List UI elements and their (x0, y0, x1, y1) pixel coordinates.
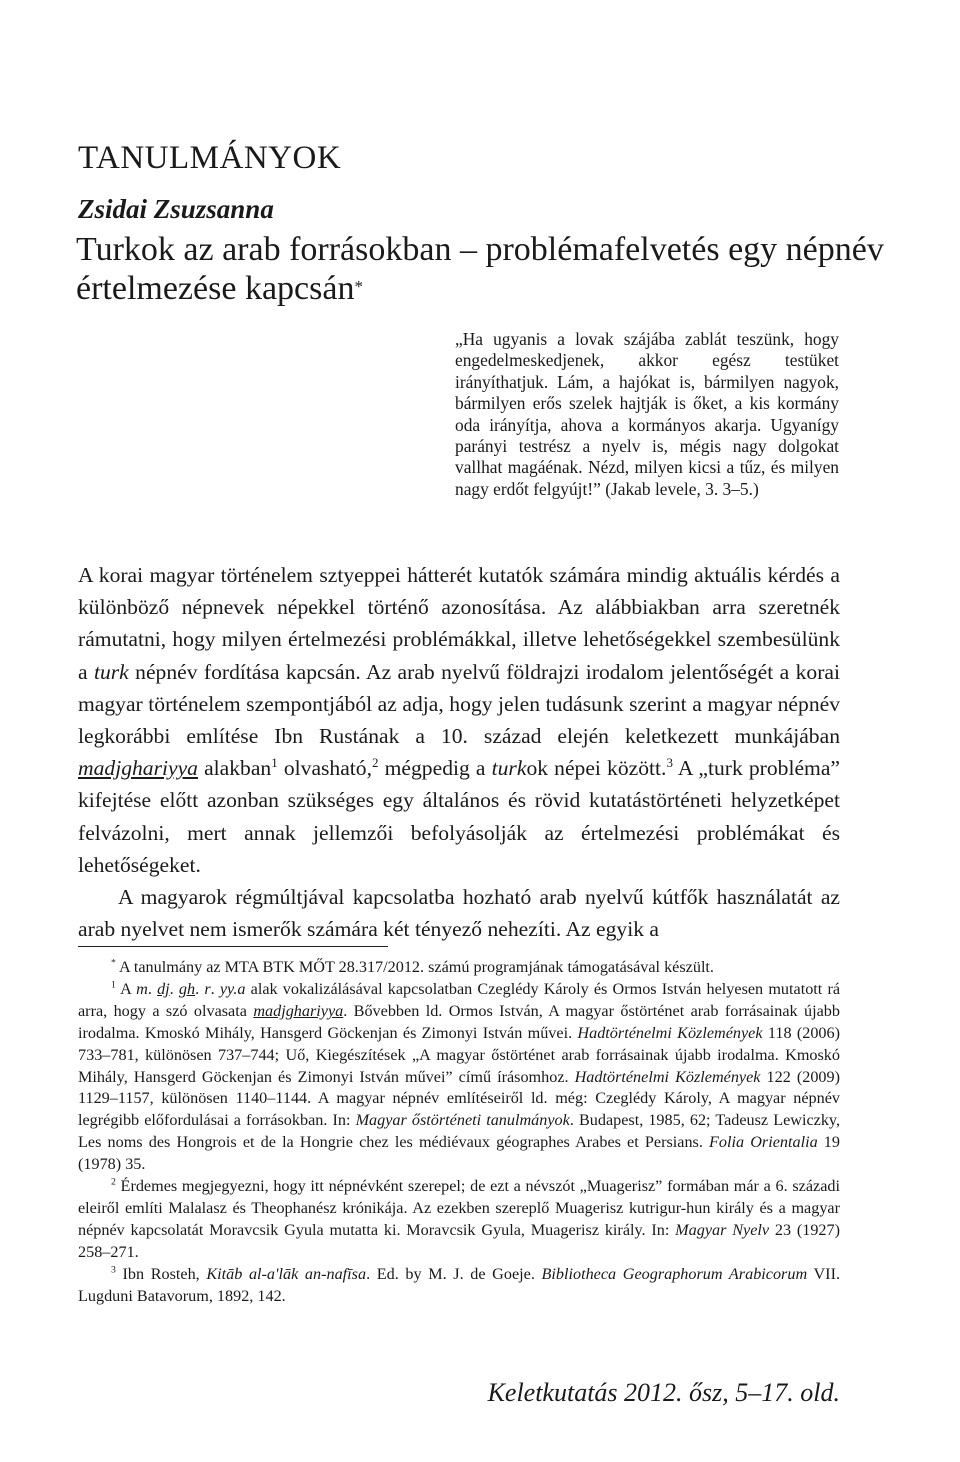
section-label: TANULMÁNYOK (78, 140, 342, 176)
epigraph-source: (Jakab levele, 3. 3–5.) (605, 478, 759, 499)
italic-letter: r (204, 979, 211, 998)
footnote-text: Érdemes megjegyezni, hogy itt népnévként szerepel; de ezt a névszót „Muagerisz” formában már a 6. századi eleiről említi Malalasz és Theophanész krónikája. Az ezekben szereplő Muagerisz kutrigur-hun király és a magyar népnév kapcsolatát Moravcsik Gyula mutatta ki. Moravcsik Gyula, Muagerisz király. In: (78, 1177, 840, 1239)
footnote-mark: 3 (111, 1264, 116, 1276)
footnote-mark: 1 (111, 979, 116, 991)
footnote-text: alak vokalizálásával kapcsolatban Czeglédy Károly és Ormos István helyesen mutatott rá arra, hogy a szó olvasata (78, 979, 841, 1020)
title-footnote-mark[interactable]: * (354, 277, 363, 296)
footnote-ref-3[interactable]: 3 (666, 755, 673, 771)
footnote-text: 118 (2006) 733–781, különösen 737–744; Uő, Kiegészítések „A magyar őstörténet arab forrásainak újabb irodalma. Kmoskó Mihály, Hansgerd Göckenjan és Zimonyi István művei” című írásomhoz. (78, 1023, 840, 1086)
journal-citation: Keletkutatás 2012. ősz, 5–17. old. (487, 1378, 840, 1407)
article-title-text: Turkok az arab forrásokban – problémafelvetés egy népnév értelmezése kapcsán (76, 231, 884, 307)
footnote-text: 23 (1927) 258–271. (78, 1220, 841, 1261)
italic-letter: gh (178, 979, 196, 998)
footnote-mark: 2 (111, 1176, 116, 1188)
journal-title: Magyar őstörténeti tanulmányok (355, 1111, 570, 1130)
journal-title: Folia Orientalia (709, 1133, 818, 1152)
footnote-3 (78, 1264, 840, 1308)
paragraph (78, 559, 840, 881)
footnotes (78, 957, 840, 1308)
italic-term: madjghariyya (253, 1001, 344, 1020)
text-run: A korai magyar történelem sztyeppei hátterét kutatók számára mindig aktuális kérdés a különböző népnevek népekkel történő azonosítása. Az alábbiakban arra szeretnék rámutatni, hogy milyen értelmezési problémákkal, illetve lehetőségekkel szembesülünk a (78, 563, 840, 684)
epigraph-text: „Ha ugyanis a lovak szájába zablát teszünk, hogy engedelmeskedjenek, akkor egész testüket irányíthatjuk. Lám, a hajókat is, bármilyen nagyok, bármilyen erős szelek hajtják is őket, a kis kormány oda irányítja, ahova a kormányos akarja. Ugyanígy parányi testrész a nyelv is, mégis nagy dolgokat vallhat magáénak. Nézd, milyen kicsi a tűz, és milyen nagy erdőt felgyújt!” (455, 329, 839, 499)
italic-term: turk (491, 756, 527, 781)
footnote-text: . Bővebben ld. Ormos István, A magyar őstörténet arab forrásainak újabb irodalma. Kmoskó Mihály, Hansgerd Göckenjan és Zimonyi István művei. (78, 1001, 840, 1042)
journal-title: Bibliotheca Geographorum Arabicorum (541, 1264, 808, 1283)
paragraph: A magyarok régmúltjával kapcsolatba hozható arab nyelvű kútfők használatát az arab nyelvet nem ismerők számára két tényező nehezíti. Az egyik a (78, 885, 840, 942)
journal-title: Magyar Nyelv (675, 1220, 770, 1239)
text-run: A „turk probléma” kifejtése előtt azonban szükséges egy általános és rövid kutatástörténeti helyzetképet felvázolni, mert annak jellemzői befolyásolják az értelmezési problémákat és lehetőségeket. (78, 756, 841, 877)
italic-letter: m (136, 979, 148, 998)
text-run: alakban (197, 756, 272, 781)
footnote-ref-2[interactable]: 2 (372, 755, 379, 771)
italic-letter: dj (157, 979, 170, 998)
footnote-divider (78, 946, 388, 947)
text-run: ok népei között. (526, 756, 667, 781)
footnote-1: $^1$ A m. dj. gh. r. yy.a alak vokalizálásával kapcsolatban Czeglédy Károly és Ormos István helyesen mutatott rá arra, hogy a szó olvasata madjghariyya. Bővebben ld. Ormos István, A magyar őstörténet arab forrásainak újabb irodalma. Kmoskó Mihály, Hansgerd Göckenjan és Zimonyi István művei. Hadtörténelmi Közlemények 118 (2006) 733–781, különösen 737–744; Uő, Kiegészítések „A magyar őstörténet arab forrásainak újabb irodalma. Kmoskó Mihály, Hansgerd Göckenjan és Zimonyi István művei” című írásomhoz. Hadtörténelmi Közlemények 122 (2009) 1129–1157, különösen 1140–1144. A magyar népnév említéseiről ld. még: Czeglédy Károly, A magyar népnév legrégibb előfordulásai a forrásokban. In: Magyar őstörténeti tanulmányok. Budapest, 1985, 62; Tadeusz Lewiczky, Les noms des Hongrois et de la Hongrie chez les médiévaux géographes Arabes et Persians. Folia Orientalia 19 (1978) 35. (78, 979, 841, 1174)
footnote-text: 122 (2009) 1129–1157, különösen 1140–1144. A magyar népnév említéseiről ld. még: Czeglédy Károly, A magyar népnév legrégibb előfordulásai a forrásokban. In: (78, 1067, 840, 1130)
footnote-text: 19 (1978) 35. (78, 1133, 840, 1174)
italic-term: turk (93, 659, 129, 684)
footnote-text: A tanulmány az MTA BTK MŐT 28.317/2012. számú programjának támogatásával készült. (115, 958, 714, 976)
article-title (76, 230, 896, 308)
text-run: népnév fordítása kapcsán. Az arab nyelvű földrajzi irodalom jelentőségét a korai magyar történelem szempontjából az adja, hogy jelen tudásunk szerint a magyar népnév legkorábbi említése Ibn Rustának a 10. század elején keletkezett munkájában (78, 659, 840, 749)
footnote-ref-1[interactable]: 1 (271, 755, 278, 771)
author-name: Zsidai Zsuzsanna (78, 194, 274, 224)
footnote-text: A (115, 979, 137, 998)
footnote-text: VII. Lugduni Batavorum, 1892, 142. (78, 1264, 841, 1305)
journal-title: Hadtörténelmi Közlemények (577, 1023, 763, 1042)
italic-letter: yy.a (219, 979, 246, 998)
footnote-text: . Ed. by M. J. de Goeje. (366, 1264, 542, 1283)
work-title: Kitāb al-a'lāk an-nafīsa (206, 1264, 367, 1283)
body-text (78, 559, 840, 945)
footnote-star (78, 957, 840, 979)
text-run: mégpedig a (378, 756, 492, 781)
footnote-mark: * (111, 957, 116, 969)
footnote-text: Ibn Rosteh, (115, 1264, 207, 1283)
footnote-text: . Budapest, 1985, 62; Tadeusz Lewiczky, Les noms des Hongrois et de la Hongrie chez les médiévaux géographes Arabes et Persians. (78, 1111, 841, 1152)
text-run: olvasható, (277, 756, 373, 781)
footnote-2 (78, 1176, 840, 1264)
journal-title: Hadtörténelmi Közlemények (574, 1067, 761, 1086)
epigraph (455, 329, 839, 500)
italic-term: madjghariyya (78, 756, 198, 781)
